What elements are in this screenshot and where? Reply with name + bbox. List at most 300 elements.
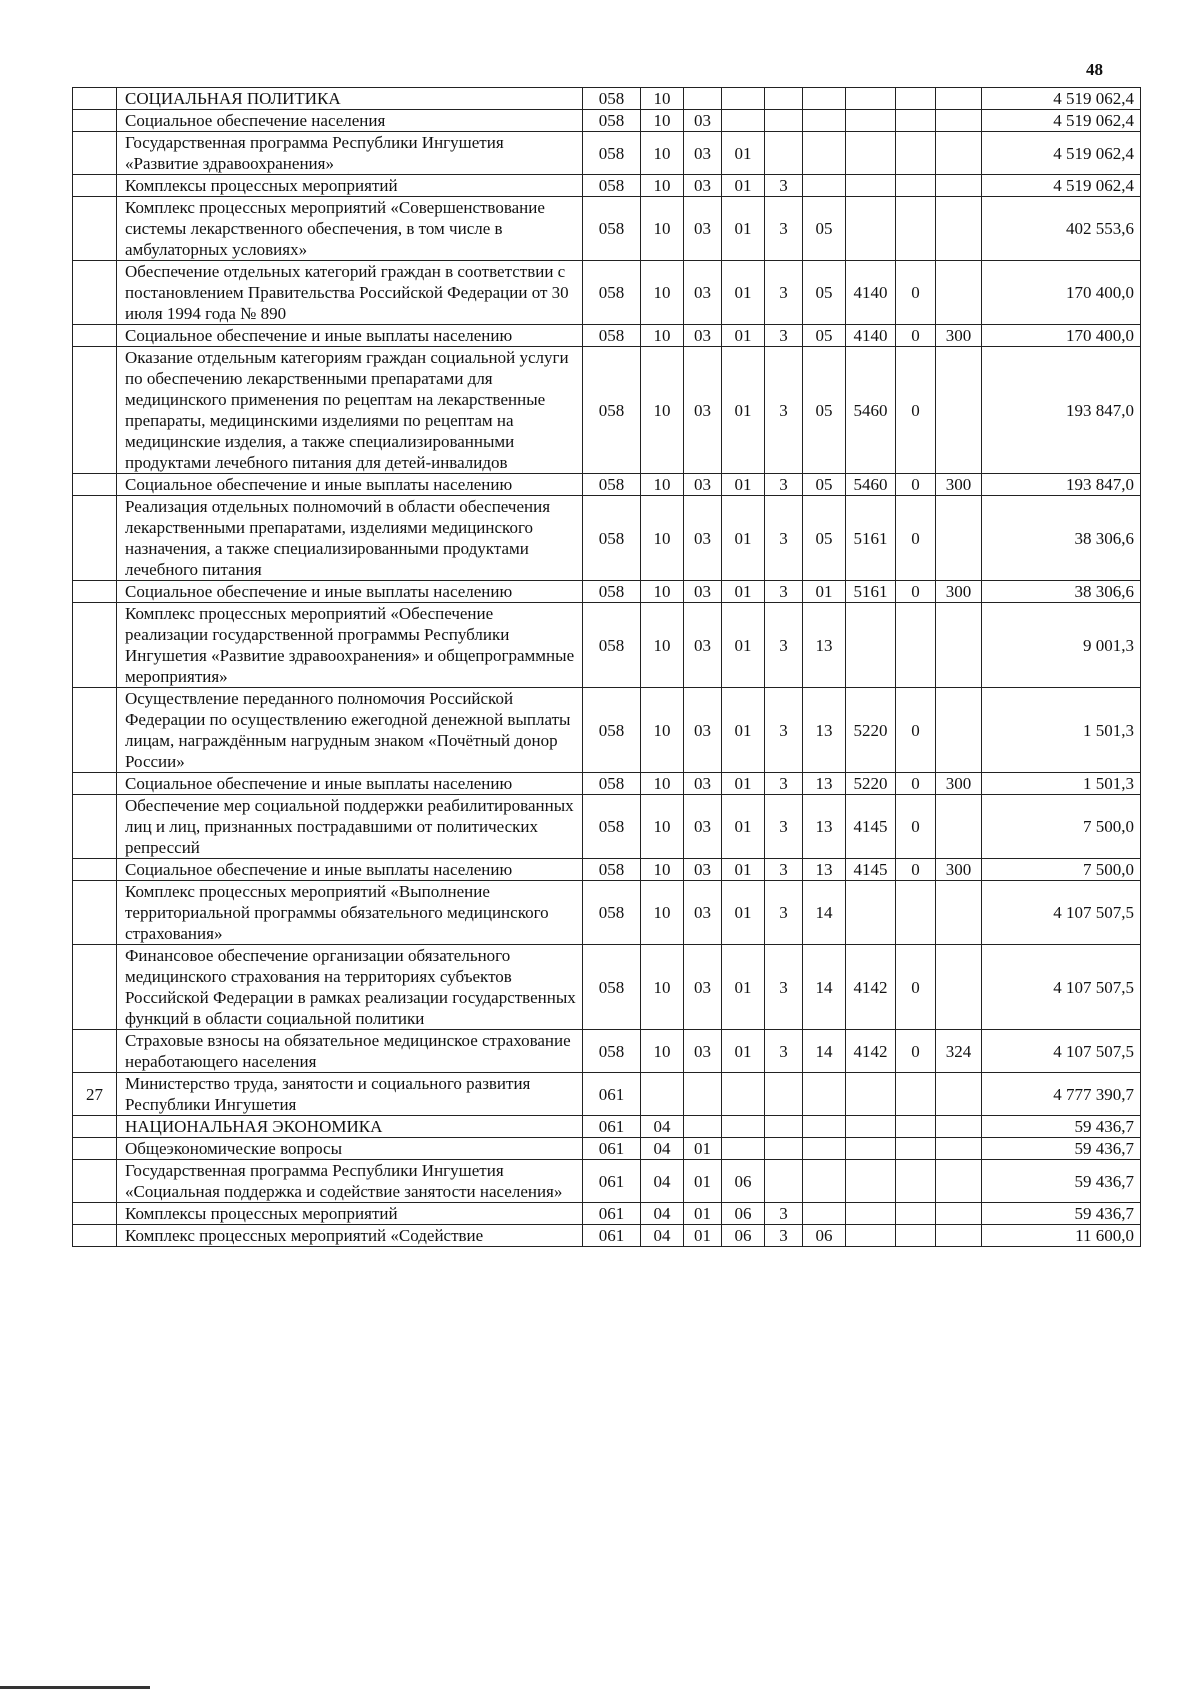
code-cell-c4: 01 xyxy=(722,795,765,859)
code-cell-c9 xyxy=(936,1116,982,1138)
code-cell-c1: 058 xyxy=(583,1030,641,1073)
code-cell-c4: 01 xyxy=(722,261,765,325)
code-cell-c1: 058 xyxy=(583,881,641,945)
code-cell-c9 xyxy=(936,1225,982,1247)
code-cell-c5: 3 xyxy=(765,1225,803,1247)
code-cell-c8 xyxy=(896,197,936,261)
table-row xyxy=(73,795,1141,859)
code-cell-c3: 03 xyxy=(684,261,722,325)
code-cell-c6: 13 xyxy=(803,773,846,795)
amount-cell: 38 306,6 xyxy=(982,581,1141,603)
code-cell-c7: 4142 xyxy=(846,945,896,1030)
code-cell-c4: 01 xyxy=(722,603,765,688)
item-name-cell: СОЦИАЛЬНАЯ ПОЛИТИКА xyxy=(117,88,583,110)
code-cell-c9: 300 xyxy=(936,773,982,795)
code-cell-c8: 0 xyxy=(896,496,936,581)
code-cell-c1: 058 xyxy=(583,261,641,325)
code-cell-c2: 04 xyxy=(641,1138,684,1160)
code-cell-c9 xyxy=(936,132,982,175)
code-cell-c9: 300 xyxy=(936,474,982,496)
code-cell-c4: 06 xyxy=(722,1225,765,1247)
code-cell-c8: 0 xyxy=(896,945,936,1030)
row-number-cell xyxy=(73,1030,117,1073)
code-cell-c4 xyxy=(722,1138,765,1160)
code-cell-c5: 3 xyxy=(765,325,803,347)
row-number-cell xyxy=(73,581,117,603)
code-cell-c2: 04 xyxy=(641,1160,684,1203)
code-cell-c9: 300 xyxy=(936,325,982,347)
code-cell-c8: 0 xyxy=(896,474,936,496)
code-cell-c9 xyxy=(936,175,982,197)
table-row xyxy=(73,1030,1141,1073)
code-cell-c1: 058 xyxy=(583,88,641,110)
code-cell-c4 xyxy=(722,1116,765,1138)
amount-cell: 4 519 062,4 xyxy=(982,175,1141,197)
code-cell-c6: 05 xyxy=(803,197,846,261)
amount-cell: 7 500,0 xyxy=(982,859,1141,881)
row-number-cell xyxy=(73,325,117,347)
amount-cell: 4 107 507,5 xyxy=(982,881,1141,945)
code-cell-c5 xyxy=(765,1138,803,1160)
code-cell-c2: 04 xyxy=(641,1203,684,1225)
code-cell-c8 xyxy=(896,1138,936,1160)
code-cell-c4: 06 xyxy=(722,1160,765,1203)
code-cell-c9 xyxy=(936,881,982,945)
code-cell-c9 xyxy=(936,1138,982,1160)
code-cell-c4: 01 xyxy=(722,175,765,197)
amount-cell: 7 500,0 xyxy=(982,795,1141,859)
code-cell-c3: 01 xyxy=(684,1160,722,1203)
code-cell-c3: 03 xyxy=(684,325,722,347)
code-cell-c3: 03 xyxy=(684,773,722,795)
code-cell-c3 xyxy=(684,88,722,110)
code-cell-c2: 10 xyxy=(641,496,684,581)
code-cell-c5: 3 xyxy=(765,881,803,945)
item-name-cell: Социальное обеспечение и иные выплаты населению xyxy=(117,859,583,881)
code-cell-c5 xyxy=(765,132,803,175)
code-cell-c6: 05 xyxy=(803,474,846,496)
code-cell-c9 xyxy=(936,795,982,859)
item-name-cell: Оказание отдельным категориям граждан социальной услуги по обеспечению лекарственными препаратами для медицинского применения по рецептам на лекарственные препараты, медицинскими изделиями по рецептам на медицинские изделия, а также специализированными продуктами лечебного питания для детей-инвалидов xyxy=(117,347,583,474)
code-cell-c6: 14 xyxy=(803,881,846,945)
code-cell-c3: 03 xyxy=(684,1030,722,1073)
table-row xyxy=(73,1073,1141,1116)
item-name-cell: Комплекс процессных мероприятий «Выполнение территориальной программы обязательного медицинского страхования» xyxy=(117,881,583,945)
item-name-cell: Государственная программа Республики Ингушетия «Социальная поддержка и содействие занятости населения» xyxy=(117,1160,583,1203)
code-cell-c4 xyxy=(722,1073,765,1116)
code-cell-c2: 10 xyxy=(641,88,684,110)
code-cell-c5: 3 xyxy=(765,581,803,603)
item-name-cell: Общеэкономические вопросы xyxy=(117,1138,583,1160)
code-cell-c6: 13 xyxy=(803,859,846,881)
code-cell-c6 xyxy=(803,1116,846,1138)
code-cell-c2 xyxy=(641,1073,684,1116)
code-cell-c7: 5460 xyxy=(846,474,896,496)
code-cell-c3: 03 xyxy=(684,945,722,1030)
code-cell-c3: 03 xyxy=(684,197,722,261)
code-cell-c6: 06 xyxy=(803,1225,846,1247)
table-row xyxy=(73,325,1141,347)
amount-cell: 4 519 062,4 xyxy=(982,132,1141,175)
code-cell-c2: 10 xyxy=(641,945,684,1030)
code-cell-c9 xyxy=(936,603,982,688)
code-cell-c8: 0 xyxy=(896,773,936,795)
code-cell-c2: 10 xyxy=(641,1030,684,1073)
table-row xyxy=(73,945,1141,1030)
code-cell-c7 xyxy=(846,603,896,688)
code-cell-c5: 3 xyxy=(765,261,803,325)
table-row xyxy=(73,773,1141,795)
code-cell-c6 xyxy=(803,175,846,197)
code-cell-c1: 058 xyxy=(583,688,641,773)
amount-cell: 193 847,0 xyxy=(982,474,1141,496)
row-number-cell xyxy=(73,945,117,1030)
code-cell-c4: 01 xyxy=(722,859,765,881)
code-cell-c7 xyxy=(846,1073,896,1116)
code-cell-c2: 10 xyxy=(641,474,684,496)
row-number-cell xyxy=(73,1225,117,1247)
row-number-cell xyxy=(73,132,117,175)
code-cell-c2: 10 xyxy=(641,132,684,175)
code-cell-c9 xyxy=(936,688,982,773)
amount-cell: 1 501,3 xyxy=(982,688,1141,773)
table-body xyxy=(73,88,1141,1247)
code-cell-c7 xyxy=(846,881,896,945)
item-name-cell: Страховые взносы на обязательное медицинское страхование неработающего населения xyxy=(117,1030,583,1073)
code-cell-c7 xyxy=(846,175,896,197)
code-cell-c7 xyxy=(846,1116,896,1138)
item-name-cell: Комплексы процессных мероприятий xyxy=(117,175,583,197)
code-cell-c3: 01 xyxy=(684,1138,722,1160)
code-cell-c8: 0 xyxy=(896,859,936,881)
item-name-cell: Комплекс процессных мероприятий «Содействие xyxy=(117,1225,583,1247)
code-cell-c9: 300 xyxy=(936,859,982,881)
table-row xyxy=(73,1203,1141,1225)
item-name-cell: Социальное обеспечение и иные выплаты населению xyxy=(117,581,583,603)
code-cell-c8 xyxy=(896,1116,936,1138)
code-cell-c7 xyxy=(846,132,896,175)
code-cell-c1: 058 xyxy=(583,773,641,795)
code-cell-c7 xyxy=(846,110,896,132)
item-name-cell: Социальное обеспечение и иные выплаты населению xyxy=(117,773,583,795)
code-cell-c7 xyxy=(846,1203,896,1225)
code-cell-c8 xyxy=(896,132,936,175)
code-cell-c1: 058 xyxy=(583,496,641,581)
code-cell-c2: 10 xyxy=(641,881,684,945)
amount-cell: 59 436,7 xyxy=(982,1138,1141,1160)
code-cell-c9 xyxy=(936,1203,982,1225)
table-row xyxy=(73,110,1141,132)
code-cell-c7 xyxy=(846,1225,896,1247)
code-cell-c4: 01 xyxy=(722,474,765,496)
code-cell-c3: 03 xyxy=(684,474,722,496)
code-cell-c6: 13 xyxy=(803,795,846,859)
item-name-cell: Социальное обеспечение и иные выплаты населению xyxy=(117,325,583,347)
code-cell-c3: 03 xyxy=(684,175,722,197)
code-cell-c3 xyxy=(684,1116,722,1138)
code-cell-c5 xyxy=(765,1160,803,1203)
row-number-cell xyxy=(73,88,117,110)
amount-cell: 4 519 062,4 xyxy=(982,110,1141,132)
row-number-cell xyxy=(73,881,117,945)
table-row xyxy=(73,1160,1141,1203)
page-number: 48 xyxy=(1086,60,1103,79)
code-cell-c3: 03 xyxy=(684,859,722,881)
code-cell-c2: 10 xyxy=(641,795,684,859)
amount-cell: 59 436,7 xyxy=(982,1203,1141,1225)
amount-cell: 402 553,6 xyxy=(982,197,1141,261)
code-cell-c8 xyxy=(896,110,936,132)
code-cell-c9 xyxy=(936,1073,982,1116)
code-cell-c2: 10 xyxy=(641,688,684,773)
item-name-cell: Министерство труда, занятости и социального развития Республики Ингушетия xyxy=(117,1073,583,1116)
code-cell-c4: 01 xyxy=(722,688,765,773)
code-cell-c6 xyxy=(803,1138,846,1160)
amount-cell: 11 600,0 xyxy=(982,1225,1141,1247)
code-cell-c7: 5161 xyxy=(846,496,896,581)
code-cell-c6: 05 xyxy=(803,496,846,581)
code-cell-c5: 3 xyxy=(765,945,803,1030)
code-cell-c4: 01 xyxy=(722,1030,765,1073)
code-cell-c7: 4145 xyxy=(846,795,896,859)
code-cell-c9 xyxy=(936,110,982,132)
code-cell-c8: 0 xyxy=(896,261,936,325)
code-cell-c2: 10 xyxy=(641,581,684,603)
code-cell-c6 xyxy=(803,1160,846,1203)
code-cell-c5: 3 xyxy=(765,773,803,795)
row-number-cell xyxy=(73,110,117,132)
code-cell-c5: 3 xyxy=(765,688,803,773)
code-cell-c3: 03 xyxy=(684,110,722,132)
code-cell-c1: 061 xyxy=(583,1160,641,1203)
code-cell-c5: 3 xyxy=(765,1203,803,1225)
code-cell-c7 xyxy=(846,1138,896,1160)
code-cell-c9: 324 xyxy=(936,1030,982,1073)
code-cell-c3: 03 xyxy=(684,688,722,773)
row-number-cell xyxy=(73,496,117,581)
code-cell-c1: 058 xyxy=(583,132,641,175)
table-row xyxy=(73,88,1141,110)
amount-cell: 59 436,7 xyxy=(982,1160,1141,1203)
code-cell-c1: 058 xyxy=(583,581,641,603)
code-cell-c8: 0 xyxy=(896,795,936,859)
code-cell-c1: 058 xyxy=(583,474,641,496)
code-cell-c3: 03 xyxy=(684,581,722,603)
code-cell-c8: 0 xyxy=(896,347,936,474)
code-cell-c4: 01 xyxy=(722,881,765,945)
code-cell-c8: 0 xyxy=(896,325,936,347)
row-number-cell xyxy=(73,859,117,881)
code-cell-c1: 058 xyxy=(583,110,641,132)
code-cell-c5: 3 xyxy=(765,175,803,197)
code-cell-c3: 03 xyxy=(684,795,722,859)
table-row xyxy=(73,1138,1141,1160)
code-cell-c3: 03 xyxy=(684,603,722,688)
code-cell-c7 xyxy=(846,197,896,261)
code-cell-c1: 061 xyxy=(583,1073,641,1116)
code-cell-c9 xyxy=(936,496,982,581)
code-cell-c3: 01 xyxy=(684,1225,722,1247)
code-cell-c2: 10 xyxy=(641,175,684,197)
code-cell-c7: 4140 xyxy=(846,325,896,347)
code-cell-c8 xyxy=(896,603,936,688)
code-cell-c7: 5220 xyxy=(846,688,896,773)
code-cell-c8 xyxy=(896,1225,936,1247)
code-cell-c2: 04 xyxy=(641,1116,684,1138)
table-row xyxy=(73,197,1141,261)
item-name-cell: Государственная программа Республики Ингушетия «Развитие здравоохранения» xyxy=(117,132,583,175)
code-cell-c6: 13 xyxy=(803,603,846,688)
code-cell-c4: 06 xyxy=(722,1203,765,1225)
code-cell-c7: 5161 xyxy=(846,581,896,603)
row-number-cell xyxy=(73,1203,117,1225)
code-cell-c3: 03 xyxy=(684,496,722,581)
code-cell-c4: 01 xyxy=(722,773,765,795)
code-cell-c4 xyxy=(722,88,765,110)
row-number-cell xyxy=(73,1138,117,1160)
code-cell-c1: 061 xyxy=(583,1138,641,1160)
code-cell-c1: 058 xyxy=(583,795,641,859)
amount-cell: 1 501,3 xyxy=(982,773,1141,795)
code-cell-c8 xyxy=(896,881,936,945)
code-cell-c5 xyxy=(765,110,803,132)
item-name-cell: Обеспечение отдельных категорий граждан в соответствии с постановлением Правительства Российской Федерации от 30 июля 1994 года № 890 xyxy=(117,261,583,325)
code-cell-c9 xyxy=(936,347,982,474)
code-cell-c5 xyxy=(765,1116,803,1138)
code-cell-c3: 03 xyxy=(684,132,722,175)
code-cell-c3: 03 xyxy=(684,881,722,945)
code-cell-c3: 03 xyxy=(684,347,722,474)
code-cell-c6: 05 xyxy=(803,347,846,474)
code-cell-c1: 058 xyxy=(583,175,641,197)
code-cell-c2: 10 xyxy=(641,773,684,795)
code-cell-c9 xyxy=(936,88,982,110)
code-cell-c7: 4140 xyxy=(846,261,896,325)
item-name-cell: Социальное обеспечение населения xyxy=(117,110,583,132)
code-cell-c2: 04 xyxy=(641,1225,684,1247)
item-name-cell: НАЦИОНАЛЬНАЯ ЭКОНОМИКА xyxy=(117,1116,583,1138)
code-cell-c5 xyxy=(765,1073,803,1116)
code-cell-c8 xyxy=(896,1203,936,1225)
row-number-cell xyxy=(73,773,117,795)
bottom-edge-mark xyxy=(0,1686,150,1689)
code-cell-c4: 01 xyxy=(722,945,765,1030)
code-cell-c9 xyxy=(936,1160,982,1203)
code-cell-c5: 3 xyxy=(765,496,803,581)
code-cell-c9: 300 xyxy=(936,581,982,603)
code-cell-c9 xyxy=(936,945,982,1030)
code-cell-c5: 3 xyxy=(765,347,803,474)
amount-cell: 38 306,6 xyxy=(982,496,1141,581)
code-cell-c5: 3 xyxy=(765,859,803,881)
code-cell-c1: 061 xyxy=(583,1203,641,1225)
table-row xyxy=(73,688,1141,773)
budget-table xyxy=(72,87,1141,1247)
code-cell-c1: 058 xyxy=(583,347,641,474)
item-name-cell: Осуществление переданного полномочия Российской Федерации по осуществлению ежегодной денежной выплаты лицам, награждённым нагрудным знаком «Почётный донор России» xyxy=(117,688,583,773)
table-row xyxy=(73,1225,1141,1247)
amount-cell: 9 001,3 xyxy=(982,603,1141,688)
code-cell-c2: 10 xyxy=(641,110,684,132)
code-cell-c4: 01 xyxy=(722,197,765,261)
table-row xyxy=(73,261,1141,325)
code-cell-c6 xyxy=(803,88,846,110)
table-row xyxy=(73,859,1141,881)
code-cell-c9 xyxy=(936,197,982,261)
code-cell-c1: 058 xyxy=(583,325,641,347)
code-cell-c6: 14 xyxy=(803,1030,846,1073)
code-cell-c8: 0 xyxy=(896,1030,936,1073)
row-number-cell xyxy=(73,688,117,773)
code-cell-c6: 01 xyxy=(803,581,846,603)
item-name-cell: Финансовое обеспечение организации обязательного медицинского страхования на территориях субъектов Российской Федерации в рамках реализации государственных функций в области социальной политики xyxy=(117,945,583,1030)
table-row xyxy=(73,496,1141,581)
code-cell-c6 xyxy=(803,1073,846,1116)
item-name-cell: Обеспечение мер социальной поддержки реабилитированных лиц и лиц, признанных пострадавшими от политических репрессий xyxy=(117,795,583,859)
row-number-cell xyxy=(73,603,117,688)
table-row xyxy=(73,603,1141,688)
amount-cell: 4 777 390,7 xyxy=(982,1073,1141,1116)
code-cell-c2: 10 xyxy=(641,859,684,881)
amount-cell: 4 519 062,4 xyxy=(982,88,1141,110)
code-cell-c4 xyxy=(722,110,765,132)
row-number-cell xyxy=(73,795,117,859)
code-cell-c8 xyxy=(896,1073,936,1116)
code-cell-c5 xyxy=(765,88,803,110)
code-cell-c3: 01 xyxy=(684,1203,722,1225)
table-row xyxy=(73,581,1141,603)
code-cell-c6: 14 xyxy=(803,945,846,1030)
code-cell-c9 xyxy=(936,261,982,325)
amount-cell: 4 107 507,5 xyxy=(982,945,1141,1030)
code-cell-c6: 05 xyxy=(803,261,846,325)
amount-cell: 59 436,7 xyxy=(982,1116,1141,1138)
code-cell-c8: 0 xyxy=(896,581,936,603)
code-cell-c5: 3 xyxy=(765,603,803,688)
code-cell-c7: 4142 xyxy=(846,1030,896,1073)
item-name-cell: Комплексы процессных мероприятий xyxy=(117,1203,583,1225)
item-name-cell: Социальное обеспечение и иные выплаты населению xyxy=(117,474,583,496)
table-row xyxy=(73,474,1141,496)
code-cell-c1: 061 xyxy=(583,1116,641,1138)
code-cell-c4: 01 xyxy=(722,347,765,474)
amount-cell: 170 400,0 xyxy=(982,325,1141,347)
item-name-cell: Реализация отдельных полномочий в области обеспечения лекарственными препаратами, изделиями медицинского назначения, а также специализированными продуктами лечебного питания xyxy=(117,496,583,581)
row-number-cell xyxy=(73,261,117,325)
code-cell-c3 xyxy=(684,1073,722,1116)
table-row xyxy=(73,175,1141,197)
row-number-cell xyxy=(73,197,117,261)
code-cell-c2: 10 xyxy=(641,261,684,325)
code-cell-c7: 5220 xyxy=(846,773,896,795)
code-cell-c1: 058 xyxy=(583,945,641,1030)
code-cell-c7: 5460 xyxy=(846,347,896,474)
code-cell-c5: 3 xyxy=(765,474,803,496)
code-cell-c6 xyxy=(803,110,846,132)
code-cell-c4: 01 xyxy=(722,496,765,581)
code-cell-c1: 058 xyxy=(583,859,641,881)
code-cell-c1: 058 xyxy=(583,603,641,688)
item-name-cell: Комплекс процессных мероприятий «Совершенствование системы лекарственного обеспечения, в том числе в амбулаторных условиях» xyxy=(117,197,583,261)
code-cell-c5: 3 xyxy=(765,1030,803,1073)
code-cell-c6 xyxy=(803,132,846,175)
table-row xyxy=(73,132,1141,175)
code-cell-c1: 061 xyxy=(583,1225,641,1247)
code-cell-c7 xyxy=(846,88,896,110)
row-number-cell: 27 xyxy=(73,1073,117,1116)
code-cell-c1: 058 xyxy=(583,197,641,261)
amount-cell: 193 847,0 xyxy=(982,347,1141,474)
